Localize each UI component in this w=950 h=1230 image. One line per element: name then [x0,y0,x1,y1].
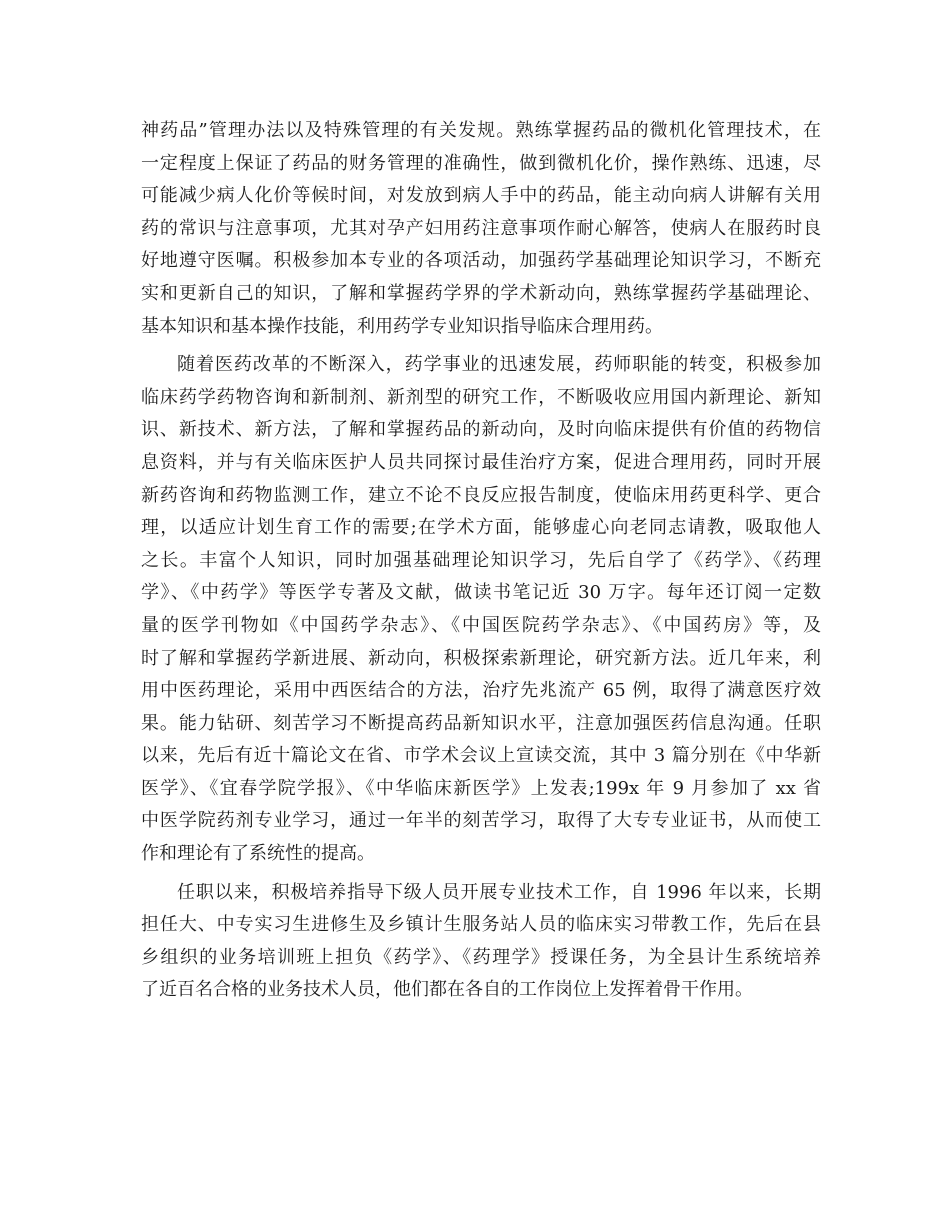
text-line: 作和理论有了系统性的提高。 [141,843,375,865]
paragraph [141,349,821,871]
document-body [141,115,821,1007]
text-line: 乡组织的业务培训班上担负《药学》、《药理学》授课任务，为全县计生系统培养 [141,946,821,968]
text-line: 临床药学药物咨询和新制剂、新剂型的研究工作，不断吸收应用国内新理论、新知 [141,386,821,408]
paragraph [141,115,821,343]
text-line: 实和更新自己的知识，了解和掌握药学界的学术新动向，熟练掌握药学基础理论、 [141,282,821,304]
text-line: 随着医药改革的不断深入，药学事业的迅速发展，药师职能的转变，积极参加 [177,354,821,376]
text-line: 中医学院药剂专业学习，通过一年半的刻苦学习，取得了大专专业证书，从而使工 [141,810,821,832]
text-line: 时了解和掌握药学新进展、新动向，积极探索新理论，研究新方法。近几年来，利 [141,647,821,669]
text-line: 可能减少病人化价等候时间，对发放到病人手中的药品，能主动向病人讲解有关用 [141,185,821,207]
text-line: 药的常识与注意事项，尤其对孕产妇用药注意事项作耐心解答，使病人在服药时良 [141,217,821,239]
text-line: 新药咨询和药物监测工作，建立不论不良反应报告制度，使临床用药更科学、更合 [141,484,821,506]
text-line: 以来，先后有近十篇论文在省、市学术会议上宣读交流，其中 3 篇分别在《中华新 [141,745,821,767]
text-line: 量的医学刊物如《中国药学杂志》、《中国医院药学杂志》、《中国药房》等，及 [141,614,821,636]
text-line: 果。能力钻研、刻苦学习不断提高药品新知识水平，注意加强医药信息沟通。任职 [141,712,821,734]
text-line: 医学》、《宜春学院学报》、《中华临床新医学》上发表;199x 年 9 月参加了 xx 省 [141,777,821,799]
text-line: 好地遵守医嘱。积极参加本专业的各项活动，加强药学基础理论知识学习，不断充 [141,250,821,272]
text-line: 用中医药理论，采用中西医结合的方法，治疗先兆流产 65 例，取得了满意医疗效 [141,680,821,702]
text-line: 息资料，并与有关临床医护人员共同探讨最佳治疗方案，促进合理用药，同时开展 [141,451,821,473]
text-line: 识、新技术、新方法，了解和掌握药品的新动向，及时向临床提供有价值的药物信 [141,419,821,441]
text-line: 学》、《中药学》等医学专著及文献，做读书笔记近 30 万字。每年还订阅一定数 [141,582,821,604]
text-line: 基本知识和基本操作技能，利用药学专业知识指导临床合理用药。 [141,315,663,337]
text-line: 一定程度上保证了药品的财务管理的准确性，做到微机化价，操作熟练、迅速，尽 [141,152,821,174]
text-line: 理，以适应计划生育工作的需要;在学术方面，能够虚心向老同志请教，吸取他人 [141,517,821,539]
text-line: 神药品”管理办法以及特殊管理的有关发规。熟练掌握药品的微机化管理技术，在 [141,120,821,141]
text-line: 担任大、中专实习生进修生及乡镇计生服务站人员的临床实习带教工作，先后在县 [141,914,821,936]
paragraph [141,877,821,1007]
text-line: 了近百名合格的业务技术人员，他们都在各自的工作岗位上发挥着骨干作用。 [141,979,753,1001]
text-line: 任职以来，积极培养指导下级人员开展专业技术工作，自 1996 年以来，长期 [177,881,821,903]
text-line: 之长。丰富个人知识，同时加强基础理论知识学习，先后自学了《药学》、《药理 [141,549,821,571]
